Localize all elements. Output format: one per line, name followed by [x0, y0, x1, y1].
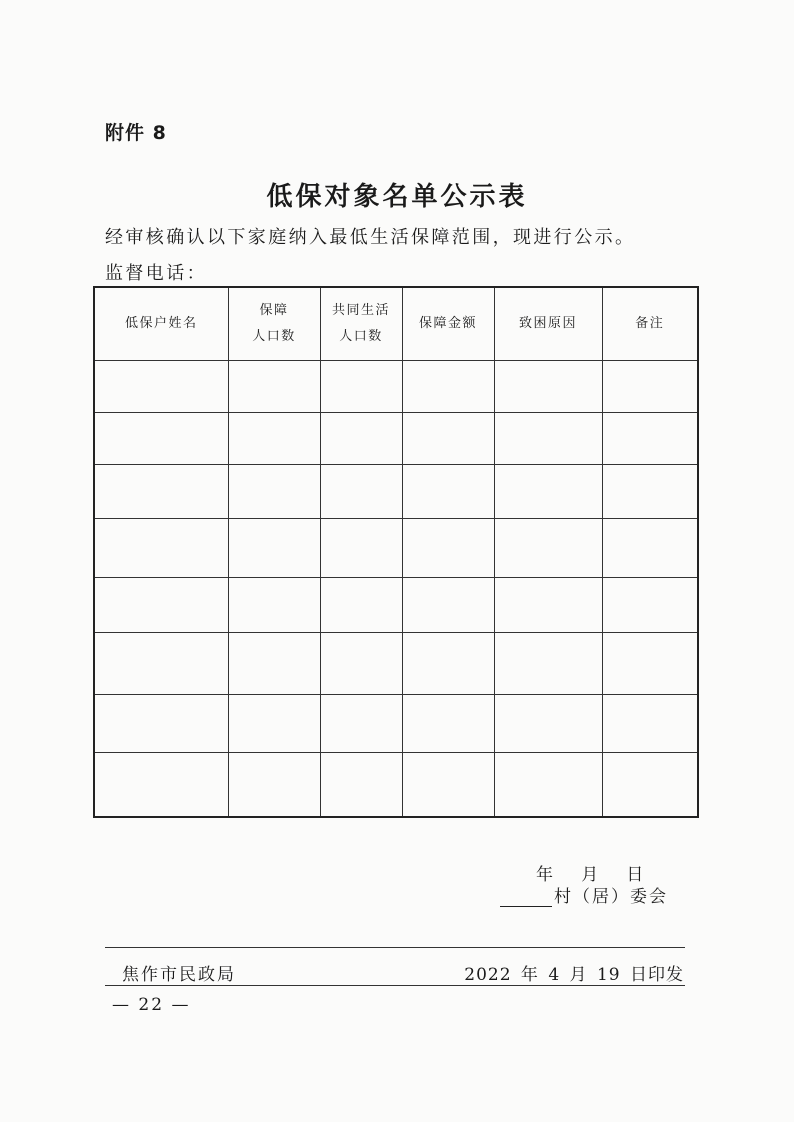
- table-cell: [320, 753, 402, 817]
- table-cell: [602, 519, 698, 578]
- table-cell: [602, 633, 698, 695]
- table-row: [94, 519, 698, 578]
- header-covered-persons-line1: 保障: [259, 303, 289, 318]
- table-cell: [94, 413, 228, 465]
- table-cell: [602, 465, 698, 519]
- table-cell: [320, 361, 402, 413]
- table-cell: [494, 753, 602, 817]
- table-cell: [494, 465, 602, 519]
- footer-top-rule: [105, 947, 685, 948]
- table-cell: [94, 633, 228, 695]
- header-remarks: [602, 287, 698, 361]
- page-title: 低保对象名单公示表: [266, 182, 528, 212]
- table-cell: [402, 519, 494, 578]
- table-cell: [602, 695, 698, 753]
- table-cell: [228, 753, 320, 817]
- table-header-row: [94, 287, 698, 361]
- village-name-blank: [500, 888, 552, 907]
- table-cell: [402, 695, 494, 753]
- attachment-label: 附件 8: [105, 122, 167, 144]
- header-recipient-name: [94, 287, 228, 361]
- footer-bottom-rule: [105, 985, 685, 986]
- table-cell: [228, 465, 320, 519]
- table-cell: [228, 413, 320, 465]
- table-cell: [494, 413, 602, 465]
- table-cell: [402, 465, 494, 519]
- table-cell: [494, 633, 602, 695]
- header-household-persons-line2: 人口数: [339, 329, 383, 344]
- header-benefit-amount-label: 保障金额: [418, 316, 477, 331]
- signature-committee: [500, 882, 668, 907]
- header-household-persons-line1: 共同生活: [331, 303, 390, 318]
- table-cell: [320, 695, 402, 753]
- footer-issue-date: 2022 年 4 月 19 日印发: [464, 965, 684, 985]
- table-cell: [228, 695, 320, 753]
- table-row: [94, 361, 698, 413]
- header-benefit-amount: [402, 287, 494, 361]
- table-cell: [402, 633, 494, 695]
- intro-text: 经审核确认以下家庭纳入最低生活保障范围，现进行公示。: [105, 227, 636, 248]
- table-cell: [94, 465, 228, 519]
- table-cell: [320, 465, 402, 519]
- recipient-table: [93, 286, 699, 818]
- table-cell: [494, 578, 602, 633]
- table-cell: [228, 578, 320, 633]
- table-cell: [602, 413, 698, 465]
- table-cell: [602, 753, 698, 817]
- table-cell: [402, 413, 494, 465]
- table-cell: [320, 519, 402, 578]
- table-cell: [402, 361, 494, 413]
- table-row: [94, 413, 698, 465]
- table-cell: [228, 519, 320, 578]
- table-row: [94, 633, 698, 695]
- table-cell: [94, 695, 228, 753]
- table-cell: [320, 413, 402, 465]
- header-remarks-label: 备注: [635, 316, 665, 331]
- page-number: — 22 —: [112, 995, 191, 1015]
- header-poverty-cause: [494, 287, 602, 361]
- table-cell: [94, 361, 228, 413]
- header-covered-persons-line2: 人口数: [252, 329, 296, 344]
- header-recipient-name-label: 低保户姓名: [124, 316, 198, 331]
- table-cell: [320, 578, 402, 633]
- header-poverty-cause-label: 致困原因: [518, 316, 577, 331]
- signature-committee-label: 村（居）委会: [554, 887, 668, 907]
- footer-issuer: 焦作市民政局: [122, 965, 236, 985]
- table-cell: [494, 695, 602, 753]
- table-row: [94, 753, 698, 817]
- table-cell: [228, 361, 320, 413]
- supervision-phone-label: 监督电话：: [105, 263, 207, 284]
- table-cell: [494, 519, 602, 578]
- table-cell: [602, 578, 698, 633]
- table-cell: [402, 578, 494, 633]
- table-row: [94, 578, 698, 633]
- table-cell: [228, 633, 320, 695]
- table-cell: [494, 361, 602, 413]
- table-cell: [94, 753, 228, 817]
- table-cell: [402, 753, 494, 817]
- header-covered-persons: [228, 287, 320, 361]
- header-household-persons: [320, 287, 402, 361]
- table-cell: [94, 578, 228, 633]
- table-row: [94, 695, 698, 753]
- table-cell: [602, 361, 698, 413]
- table-cell: [320, 633, 402, 695]
- signature-date: 年 月 日: [536, 865, 644, 885]
- table-cell: [94, 519, 228, 578]
- table-row: [94, 465, 698, 519]
